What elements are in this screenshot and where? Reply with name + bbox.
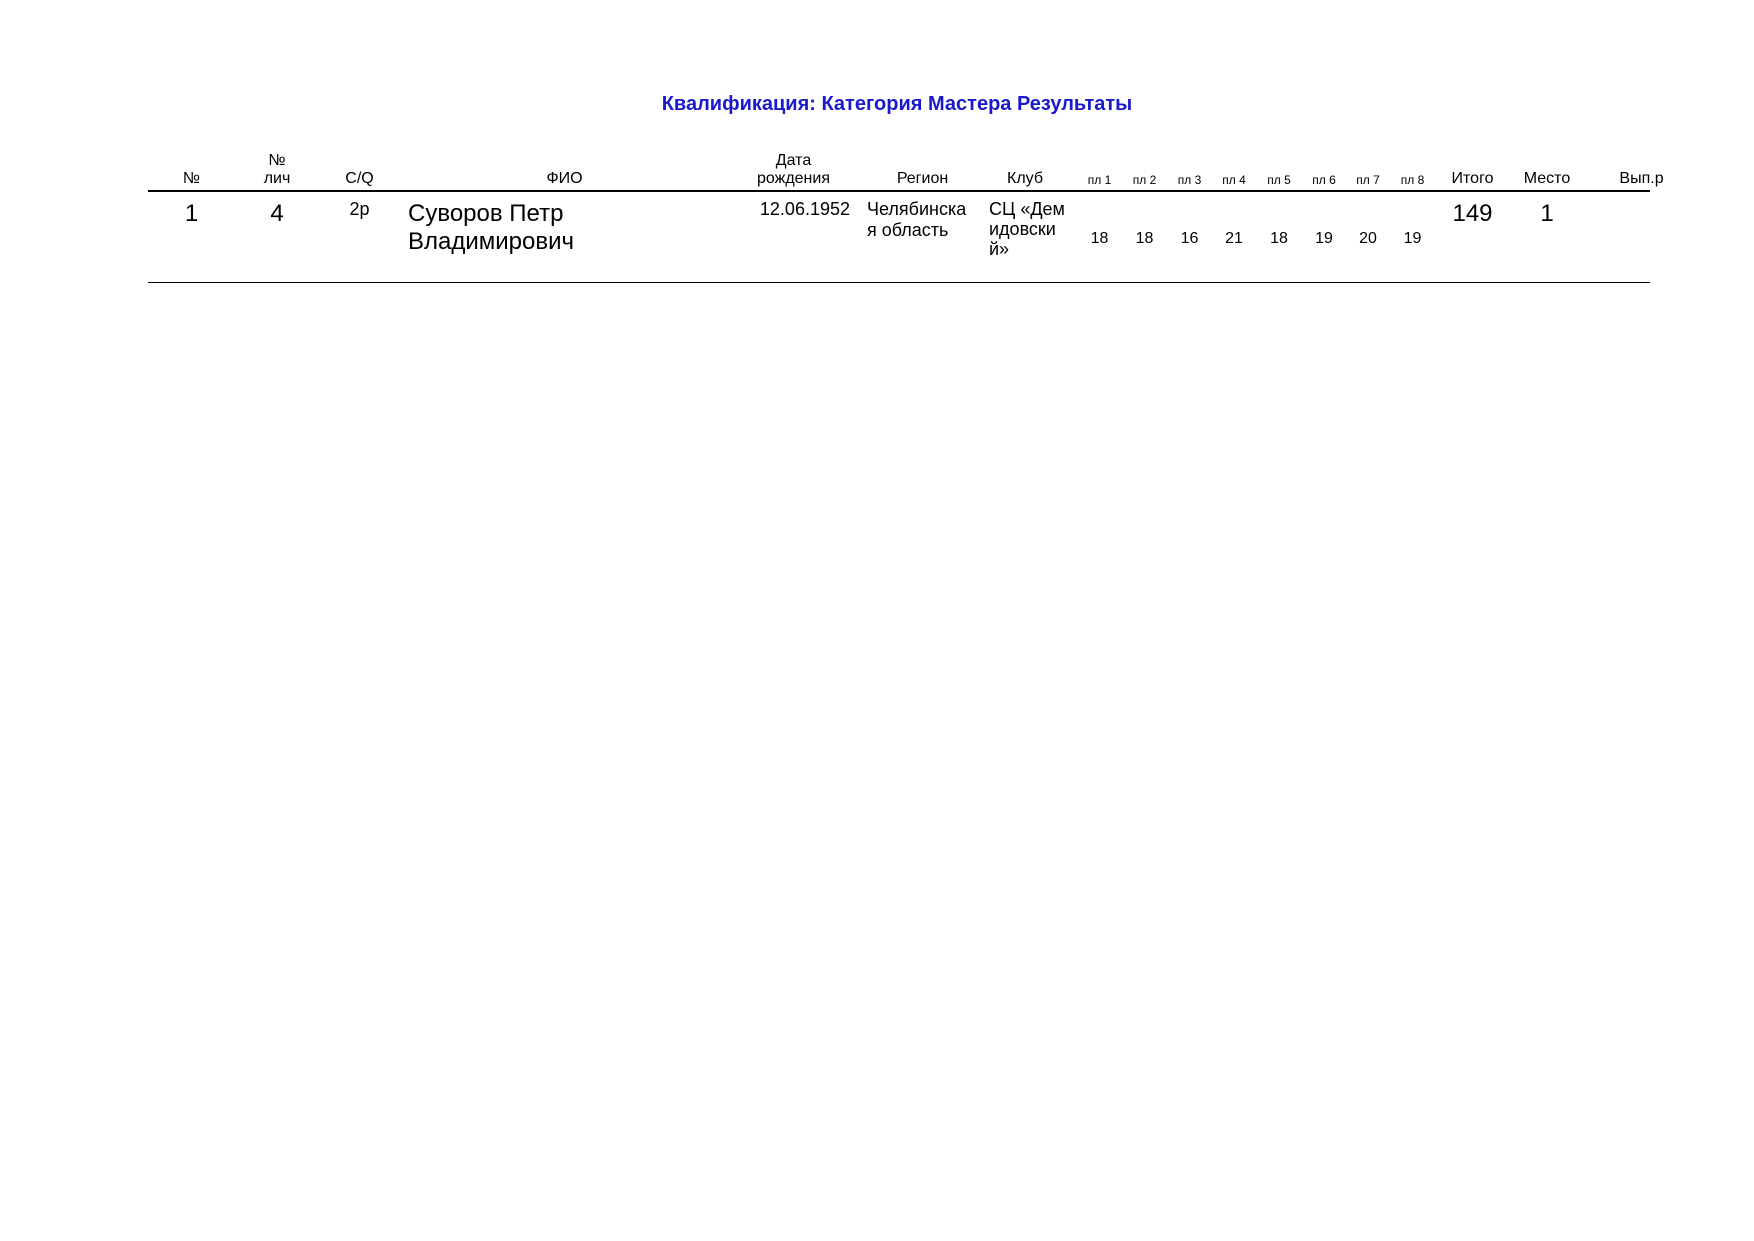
results-table xyxy=(148,146,1664,283)
cell-place: 1 xyxy=(1540,200,1554,227)
col-header-game-2: пл 2 xyxy=(1132,173,1157,187)
page-title: Квалификация: Категория Мастера Результаты xyxy=(661,93,1133,115)
cell-personal-num: 4 xyxy=(270,200,284,227)
col-header-game-5: пл 5 xyxy=(1267,173,1291,187)
cell-rank xyxy=(1584,192,1699,282)
cell-game-3: 16 xyxy=(1180,230,1199,247)
col-header-game-1: пл 1 xyxy=(1087,173,1112,187)
col-header-game-8: пл 8 xyxy=(1400,173,1425,187)
col-header-rank: Вып.р xyxy=(1619,170,1664,187)
col-header-fio: ФИО xyxy=(546,170,583,187)
col-header-num: № xyxy=(182,170,201,187)
table-row xyxy=(148,192,1650,283)
col-header-game-7: пл 7 xyxy=(1356,173,1380,187)
col-header-region: Регион xyxy=(896,170,949,187)
col-header-game-3: пл 3 xyxy=(1177,173,1202,187)
cell-total: 149 xyxy=(1452,200,1493,227)
cell-game-6: 19 xyxy=(1315,230,1333,247)
cell-game-1: 18 xyxy=(1090,230,1109,247)
table-header xyxy=(148,146,1664,192)
col-header-birth-date: Дата рождения xyxy=(757,152,830,187)
cell-num: 1 xyxy=(184,200,199,227)
cell-game-5: 18 xyxy=(1270,230,1288,247)
col-header-personal-num: № лич xyxy=(263,152,291,187)
col-header-game-4: пл 4 xyxy=(1222,173,1246,187)
cell-club: СЦ «Демидовский» xyxy=(989,199,1065,259)
col-header-club: Клуб xyxy=(1007,170,1043,187)
cell-birth-date: 12.06.1952 xyxy=(759,199,850,219)
cell-region: Челябинская область xyxy=(867,199,967,240)
cell-cq: 2р xyxy=(349,199,370,219)
col-header-game-6: пл 6 xyxy=(1312,173,1336,187)
cell-fio: Суворов Петр Владимирович xyxy=(408,200,575,255)
cell-game-4: 21 xyxy=(1225,230,1243,247)
cell-game-7: 20 xyxy=(1359,230,1377,247)
col-header-place: Место xyxy=(1523,170,1571,187)
col-header-cq: C/Q xyxy=(345,170,374,187)
col-header-total: Итого xyxy=(1451,170,1494,187)
cell-game-2: 18 xyxy=(1135,230,1154,247)
cell-game-8: 19 xyxy=(1403,230,1422,247)
